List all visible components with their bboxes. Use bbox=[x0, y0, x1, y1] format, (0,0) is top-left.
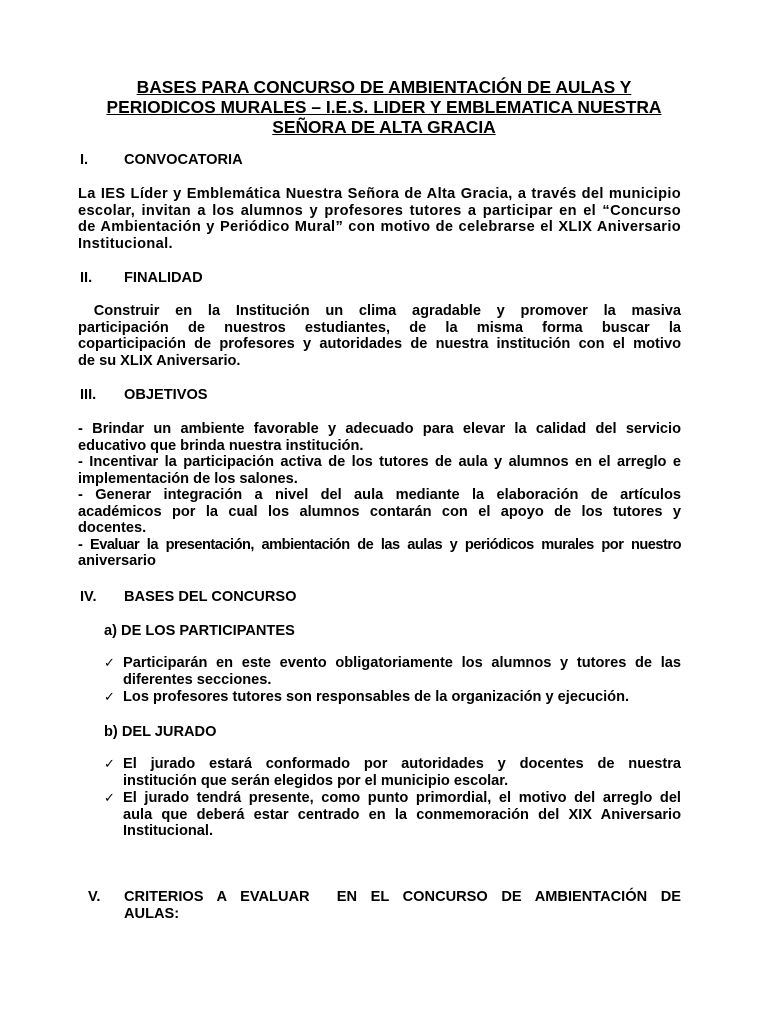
paragraph-line: participación de nuestros estudiantes, de la misma forma buscar la bbox=[78, 319, 681, 336]
item-line: diferentes secciones. bbox=[123, 671, 272, 688]
section-number: V. bbox=[88, 889, 101, 905]
objective-line: - Incentivar la participación activa de los tutores de aula y alumnos en el arreglo e bbox=[78, 454, 681, 470]
objetivos-list bbox=[78, 421, 681, 570]
objective-line: - Generar integración a nivel del aula mediante la elaboración de artículos bbox=[78, 487, 681, 503]
participantes-item bbox=[104, 689, 681, 706]
paragraph-line: escolar, invitan a los alumnos y profesores tutores a participar en el “Concurso bbox=[78, 202, 681, 219]
paragraph-line: Construir en la Institución un clima agradable y promover la masiva bbox=[78, 303, 681, 319]
objective-line: educativo que brinda nuestra institución. bbox=[78, 437, 364, 454]
subheading-participantes: a) DE LOS PARTICIPANTES bbox=[104, 623, 295, 639]
title-line-2: PERIODICOS MURALES – I.E.S. LIDER Y EMBLEMATICA NUESTRA bbox=[106, 97, 662, 117]
paragraph-line: coparticipación de profesores y autoridades de nuestra institución con el motivo bbox=[78, 336, 681, 352]
title-line-1: BASES PARA CONCURSO DE AMBIENTACIÓN DE AULAS Y bbox=[136, 77, 632, 97]
section-number: II. bbox=[80, 270, 93, 286]
paragraph-line: La IES Líder y Emblemática Nuestra Señora de Alta Gracia, a través del municipio bbox=[78, 186, 681, 202]
participantes-item bbox=[104, 655, 681, 688]
checkmark-icon: ✓ bbox=[104, 655, 115, 670]
item-line: Institucional. bbox=[123, 823, 213, 839]
checkmark-icon: ✓ bbox=[104, 790, 115, 805]
item-line: Participarán en este evento obligatoriamente los alumnos y tutores de las bbox=[123, 655, 681, 671]
section-label: FINALIDAD bbox=[124, 270, 203, 286]
convocatoria-paragraph bbox=[78, 186, 681, 252]
section-number: IV. bbox=[80, 589, 97, 605]
title-line-3: SEÑORA DE ALTA GRACIA bbox=[272, 117, 496, 137]
item-line: aula que deberá estar centrado en la conmemoración del XIX Aniversario bbox=[123, 806, 681, 823]
jurado-item bbox=[104, 756, 681, 789]
objective-line: aniversario bbox=[78, 553, 156, 569]
paragraph-line: de Ambientación y Periódico Mural” con motivo de celebrarse el XLIX Aniversario bbox=[78, 219, 681, 235]
objective-line: académicos por la cual los alumnos contarán con el apoyo de los tutores y bbox=[78, 503, 681, 520]
objective-line: docentes. bbox=[78, 520, 147, 536]
objective-line: - Brindar un ambiente favorable y adecuado para elevar la calidad del servicio bbox=[78, 421, 681, 437]
section-number: I. bbox=[80, 152, 89, 168]
subheading-jurado: b) DEL JURADO bbox=[104, 724, 217, 740]
paragraph-line: Institucional. bbox=[78, 235, 173, 252]
objective-line: implementación de los salones. bbox=[78, 470, 298, 487]
section-number: III. bbox=[80, 387, 97, 403]
document-title bbox=[80, 77, 688, 137]
jurado-item bbox=[104, 790, 681, 840]
section-label: OBJETIVOS bbox=[124, 387, 208, 403]
item-line: institución que serán elegidos por el municipio escolar. bbox=[123, 772, 509, 789]
section-label: CONVOCATORIA bbox=[124, 152, 243, 168]
section-label-line: AULAS: bbox=[124, 906, 180, 922]
finalidad-paragraph bbox=[78, 303, 681, 369]
item-line: Los profesores tutores son responsables de la organización y ejecución. bbox=[123, 689, 630, 705]
section-label-line: CRITERIOS A EVALUAR EN EL CONCURSO DE AMBIENTACIÓN DE bbox=[124, 889, 681, 905]
item-line: El jurado tendrá presente, como punto primordial, el motivo del arreglo del bbox=[123, 790, 681, 806]
checkmark-icon: ✓ bbox=[104, 756, 115, 771]
section-heading-criterios bbox=[88, 889, 681, 923]
section-label: BASES DEL CONCURSO bbox=[124, 589, 297, 605]
objective-line: - Evaluar la presentación, ambientación de las aulas y periódicos murales por nuestro bbox=[78, 536, 681, 553]
paragraph-line: de su XLIX Aniversario. bbox=[78, 352, 241, 369]
item-line: El jurado estará conformado por autoridades y docentes de nuestra bbox=[123, 756, 681, 772]
checkmark-icon: ✓ bbox=[104, 689, 115, 704]
